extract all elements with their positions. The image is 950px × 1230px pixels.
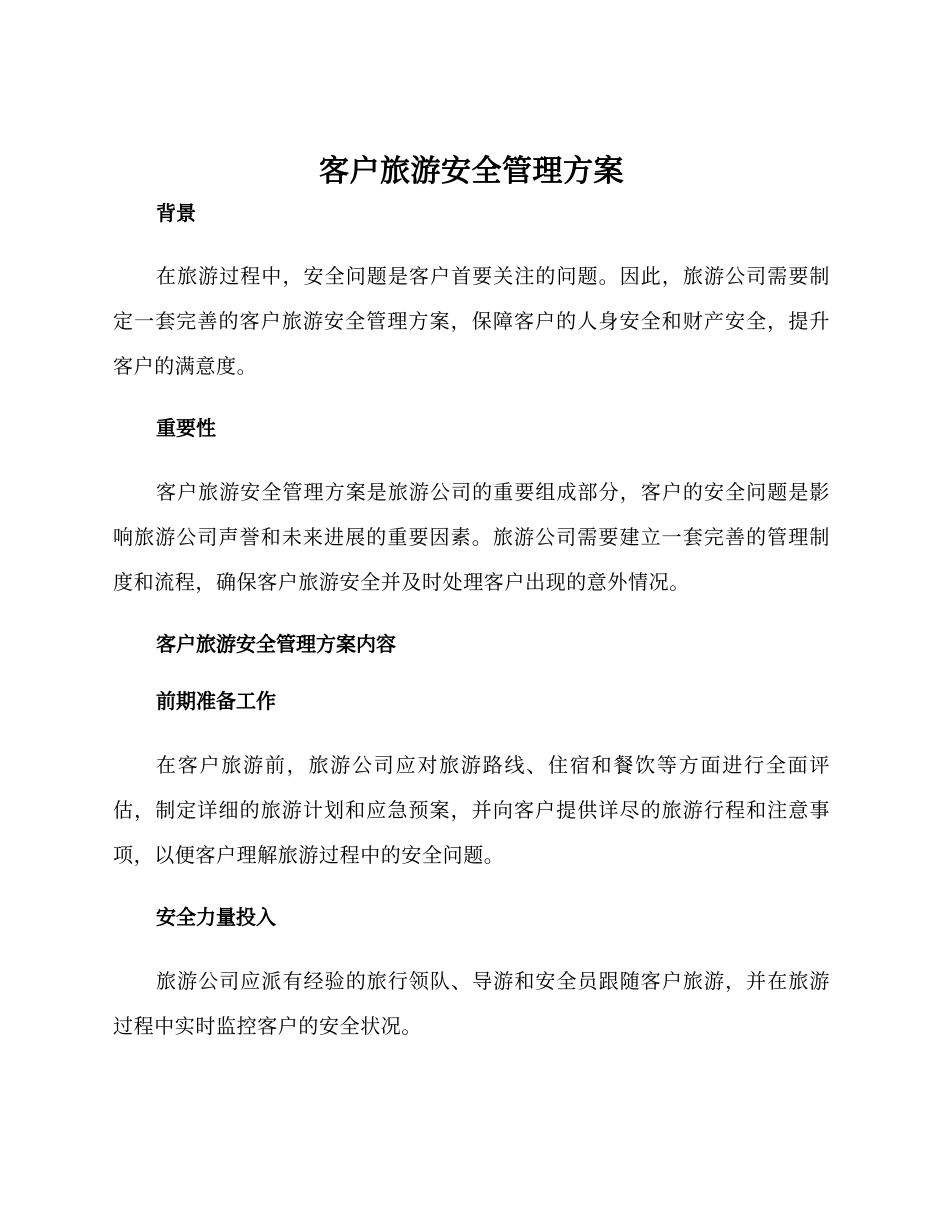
section-paragraph-safety-staff: 旅游公司应派有经验的旅行领队、导游和安全员跟随客户旅游，并在旅游过程中实时监控客户的安全状况。: [113, 969, 830, 1038]
section-heading-safety-staff: 安全力量投入: [156, 905, 276, 929]
section-heading-background: 背景: [156, 201, 196, 225]
document-title: 客户旅游安全管理方案: [319, 154, 624, 189]
section-paragraph-importance: 客户旅游安全管理方案是旅游公司的重要组成部分，客户的安全问题是影响旅游公司声誉和未来进展的重要因素。旅游公司需要建立一套完善的管理制度和流程，确保客户旅游安全并及时处理客户出现的意外情况。: [113, 480, 830, 594]
section-paragraph-preparation: 在客户旅游前，旅游公司应对旅游路线、住宿和餐饮等方面进行全面评估，制定详细的旅游计划和应急预案，并向客户提供详尽的旅游行程和注意事项，以便客户理解旅游过程中的安全问题。: [113, 753, 830, 867]
section-heading-plan-content: 客户旅游安全管理方案内容: [156, 632, 396, 656]
section-paragraph-background: 在旅游过程中，安全问题是客户首要关注的问题。因此，旅游公司需要制定一套完善的客户旅游安全管理方案，保障客户的人身安全和财产安全，提升客户的满意度。: [113, 264, 830, 378]
section-heading-preparation: 前期准备工作: [156, 689, 276, 713]
section-heading-importance: 重要性: [156, 416, 216, 440]
